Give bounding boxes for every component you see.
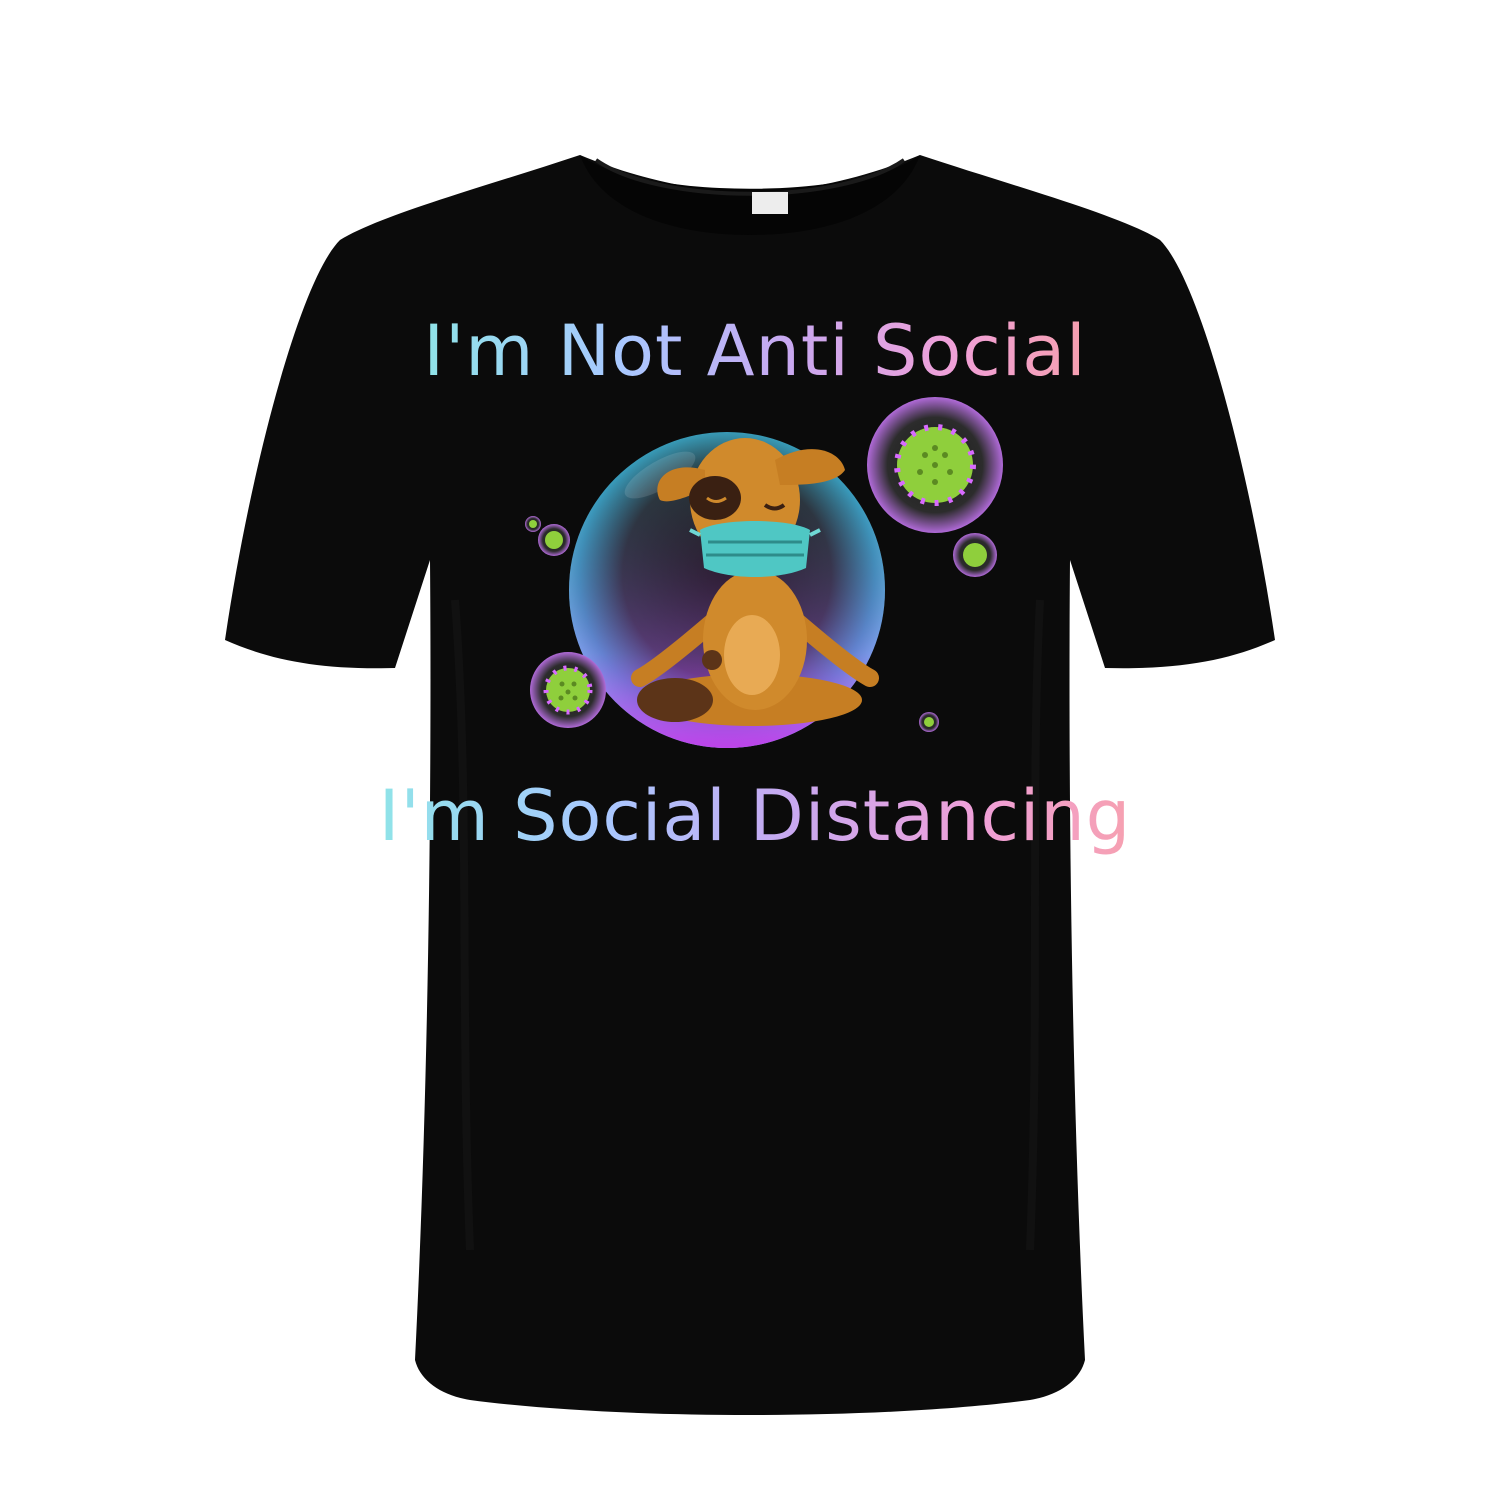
slogan-top: I'm Not Anti Social: [423, 310, 1087, 392]
face-mask-icon: [690, 521, 820, 577]
virus-icon: [530, 652, 606, 728]
slogan-bottom: I'm Social Distancing: [378, 775, 1132, 857]
virus-icon: [867, 397, 1003, 533]
virus-icon: [919, 712, 939, 732]
neck-label: [752, 192, 788, 214]
virus-icon: [953, 533, 997, 577]
